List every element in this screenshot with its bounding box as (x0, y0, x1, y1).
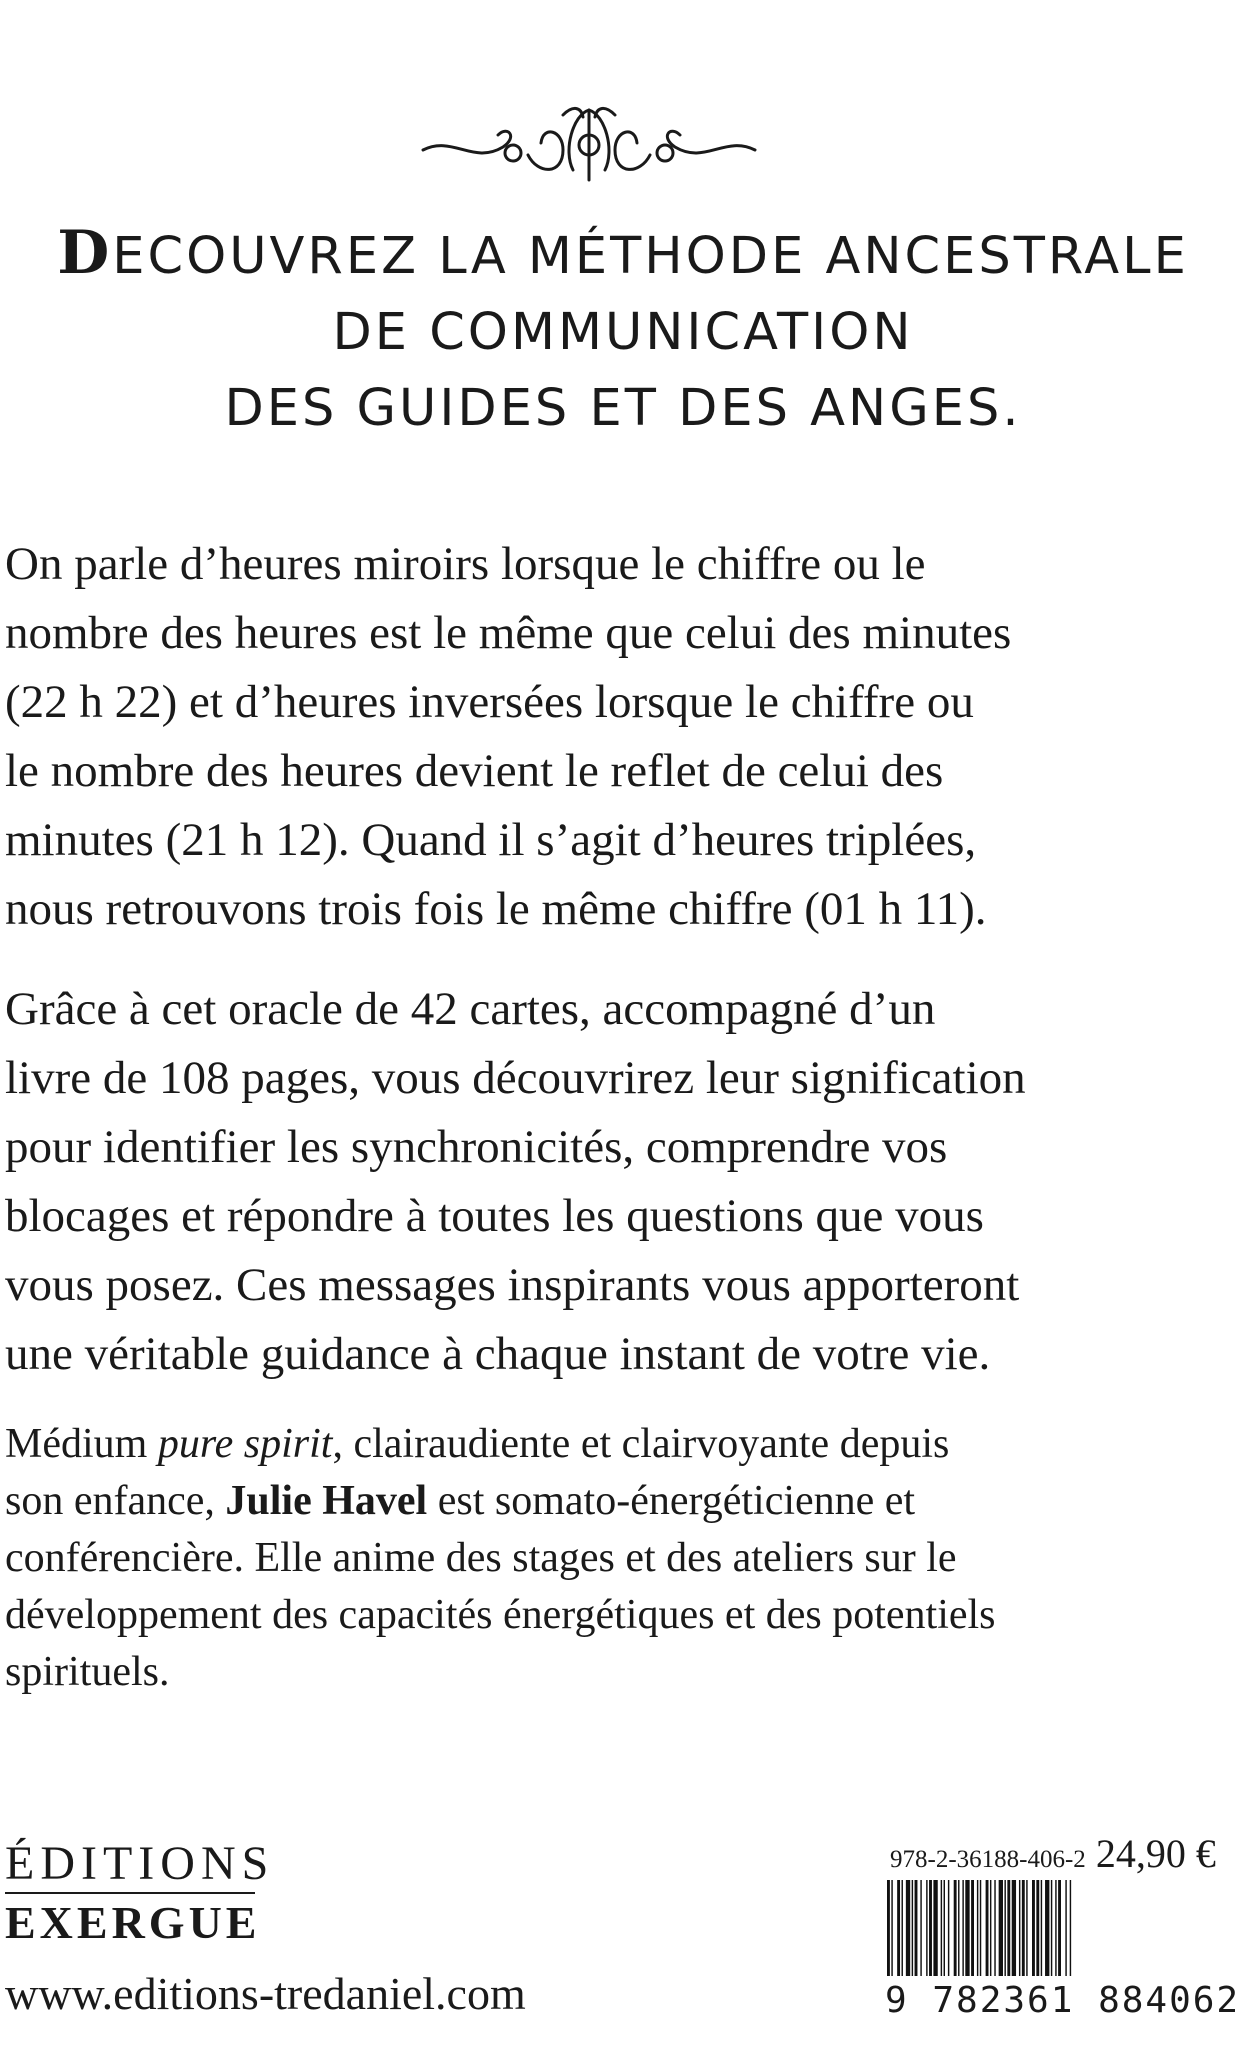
price: 24,90 € (1095, 1831, 1216, 1876)
paragraph-author-bio (5, 1416, 1241, 1701)
text-line: le nombre des heures devient le reflet de celui des (5, 745, 944, 797)
headline (40, 215, 1206, 447)
barcode-digits: 9 782361 884062 (885, 1980, 1241, 2021)
text-line: nombre des heures est le même que celui des minutes (5, 607, 1012, 659)
headline-line-1: DECOUVREZ LA MÉTHODE ANCESTRALE (57, 218, 1189, 288)
text-line: Grâce à cet oracle de 42 cartes, accompagné d’un (5, 983, 936, 1035)
text-line: une véritable guidance à chaque instant de votre vie. (5, 1328, 991, 1380)
website-url: www.editions-tredaniel.com (5, 1968, 526, 2019)
text-line: livre de 108 pages, vous découvrirez leur signification (5, 1052, 1026, 1104)
publisher-logo (5, 1838, 274, 1948)
isbn-price-row (890, 1830, 1240, 1877)
barcode (885, 1880, 1241, 1976)
drop-cap: D (57, 218, 113, 288)
author-name: Julie Havel (225, 1478, 428, 1524)
publisher-rule (5, 1892, 255, 1894)
text-line: son enfance, Julie Havel est somato-énergéticienne et (5, 1478, 916, 1524)
paragraph-heures-miroirs (5, 530, 1241, 944)
text-line: blocages et répondre à toutes les questions que vous (5, 1190, 984, 1242)
publisher-line-1: ÉDITIONS (5, 1837, 275, 1890)
headline-line-3: DES GUIDES ET DES ANGES. (224, 379, 1022, 438)
text-line: pour identifier les synchronicités, comprendre vos (5, 1121, 948, 1173)
text-line: nous retrouvons trois fois le même chiffre (01 h 11). (5, 883, 987, 935)
italic-term: pure spirit (157, 1421, 333, 1467)
text-line: On parle d’heures miroirs lorsque le chiffre ou le (5, 538, 926, 590)
headline-line-2: DE COMMUNICATION (332, 303, 914, 362)
isbn: 978-2-36188-406-2 (890, 1846, 1086, 1873)
text-line: Médium pure spirit, clairaudiente et clairvoyante depuis (5, 1421, 950, 1467)
decorative-flourish (413, 95, 765, 195)
text-line: spirituels. (5, 1649, 170, 1695)
text-line: minutes (21 h 12). Quand il s’agit d’heures triplées, (5, 814, 977, 866)
text-line: conférencière. Elle anime des stages et des ateliers sur le (5, 1535, 957, 1581)
publisher-line-2: EXERGUE (5, 1897, 261, 1948)
text-line: développement des capacités énergétiques et des potentiels (5, 1592, 996, 1638)
text-line: (22 h 22) et d’heures inversées lorsque le chiffre ou (5, 676, 974, 728)
text-line: vous posez. Ces messages inspirants vous apporteront (5, 1259, 1020, 1311)
paragraph-oracle-description (5, 975, 1241, 1389)
